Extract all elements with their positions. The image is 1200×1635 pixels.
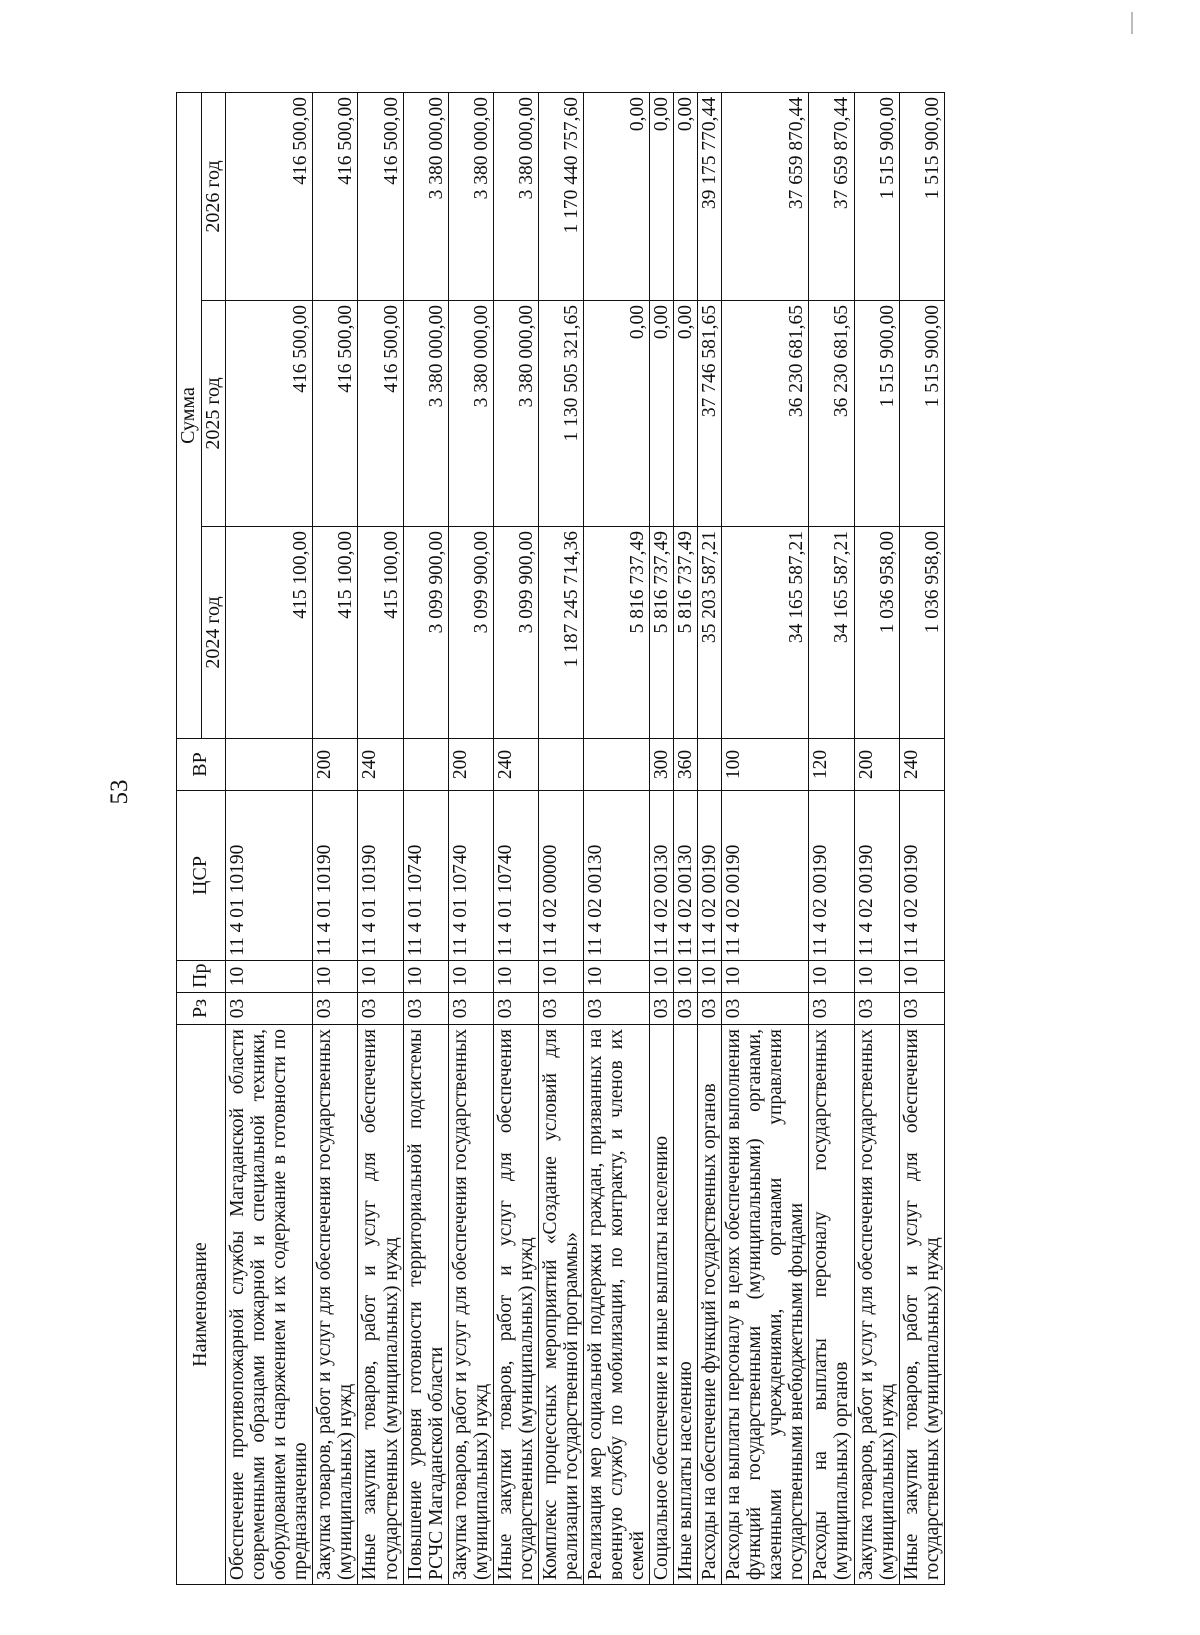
cell-y2026: 3 380 000,00 [493, 92, 538, 300]
cell-name: Закупка товаров, работ и услуг для обеспечения государственных (муниципальных) нужд [854, 1025, 899, 1585]
cell-csr: 11 4 02 00190 [854, 791, 899, 961]
cell-vr: 200 [313, 739, 358, 791]
cell-pr: 10 [538, 961, 583, 993]
cell-name: Иные закупки товаров, работ и услуг для обеспечения государственных (муниципальных) нужд [899, 1025, 944, 1585]
table-row [448, 92, 493, 1584]
cell-y2025: 3 380 000,00 [448, 301, 493, 527]
header-pr: Пр [177, 961, 226, 993]
cell-y2026: 416 500,00 [226, 92, 313, 300]
cell-y2026: 1 170 440 757,60 [538, 92, 583, 300]
cell-pr: 10 [313, 961, 358, 993]
cell-rz: 03 [313, 993, 358, 1025]
cell-pr: 10 [226, 961, 313, 993]
header-sum: Сумма [177, 92, 202, 738]
cell-csr: 11 4 01 10740 [448, 791, 493, 961]
budget-table-frame [176, 93, 1081, 1585]
cell-y2025: 3 380 000,00 [403, 301, 448, 527]
cell-y2025: 1 515 900,00 [854, 301, 899, 527]
cell-csr: 11 4 02 00130 [650, 791, 674, 961]
cell-name: Закупка товаров, работ и услуг для обеспечения государственных (муниципальных) нужд [313, 1025, 358, 1585]
cell-pr: 10 [854, 961, 899, 993]
cell-pr: 10 [358, 961, 403, 993]
cell-y2025: 37 746 581,65 [698, 301, 722, 527]
table-row [583, 92, 649, 1584]
cell-vr [698, 739, 722, 791]
table-row [809, 92, 854, 1584]
cell-rz: 03 [899, 993, 944, 1025]
cell-y2026: 3 380 000,00 [448, 92, 493, 300]
cell-y2024: 5 816 737,49 [583, 527, 649, 739]
cell-y2025: 416 500,00 [226, 301, 313, 527]
cell-y2025: 0,00 [650, 301, 674, 527]
cell-y2026: 416 500,00 [358, 92, 403, 300]
cell-y2025: 416 500,00 [313, 301, 358, 527]
scan-mark [1131, 12, 1133, 34]
cell-name: Комплекс процессных мероприятий «Создание условий для реализации государственной программы» [538, 1025, 583, 1585]
cell-rz: 03 [674, 993, 698, 1025]
cell-pr: 10 [403, 961, 448, 993]
cell-csr: 11 4 02 00190 [899, 791, 944, 961]
cell-y2025: 0,00 [674, 301, 698, 527]
cell-csr: 11 4 01 10740 [493, 791, 538, 961]
cell-y2026: 37 659 870,44 [809, 92, 854, 300]
cell-rz: 03 [493, 993, 538, 1025]
cell-csr: 11 4 01 10190 [226, 791, 313, 961]
header-vr: ВР [177, 739, 226, 791]
cell-rz: 03 [226, 993, 313, 1025]
cell-y2024: 1 036 958,00 [854, 527, 899, 739]
cell-rz: 03 [650, 993, 674, 1025]
cell-pr: 10 [722, 961, 809, 993]
cell-y2024: 5 816 737,49 [674, 527, 698, 739]
cell-y2026: 1 515 900,00 [854, 92, 899, 300]
cell-pr: 10 [899, 961, 944, 993]
cell-rz: 03 [538, 993, 583, 1025]
cell-y2024: 3 099 900,00 [493, 527, 538, 739]
cell-vr [226, 739, 313, 791]
cell-csr: 11 4 02 00130 [583, 791, 649, 961]
table-row [403, 92, 448, 1584]
table-row [493, 92, 538, 1584]
cell-rz: 03 [698, 993, 722, 1025]
header-2025: 2025 год [201, 301, 226, 527]
cell-csr: 11 4 02 00190 [809, 791, 854, 961]
cell-vr: 240 [493, 739, 538, 791]
table-body [226, 92, 945, 1584]
cell-name: Повышение уровня готовности территориальной подсистемы РСЧС Магаданской области [403, 1025, 448, 1585]
header-row-1 [177, 92, 202, 1584]
table-row [226, 92, 313, 1584]
cell-y2024: 34 165 587,21 [722, 527, 809, 739]
cell-vr: 240 [358, 739, 403, 791]
cell-y2026: 3 380 000,00 [403, 92, 448, 300]
header-2024: 2024 год [201, 527, 226, 739]
cell-rz: 03 [583, 993, 649, 1025]
header-name: Наименование [177, 1025, 226, 1585]
cell-rz: 03 [854, 993, 899, 1025]
cell-y2025: 0,00 [583, 301, 649, 527]
cell-pr: 10 [583, 961, 649, 993]
cell-name: Социальное обеспечение и иные выплаты населению [650, 1025, 674, 1585]
cell-pr: 10 [809, 961, 854, 993]
cell-y2026: 39 175 770,44 [698, 92, 722, 300]
table-row [899, 92, 944, 1584]
cell-y2025: 36 230 681,65 [722, 301, 809, 527]
cell-csr: 11 4 02 00190 [698, 791, 722, 961]
table-row [538, 92, 583, 1584]
cell-vr: 300 [650, 739, 674, 791]
cell-y2024: 415 100,00 [313, 527, 358, 739]
cell-pr: 10 [448, 961, 493, 993]
cell-y2024: 415 100,00 [358, 527, 403, 739]
cell-rz: 03 [358, 993, 403, 1025]
cell-vr: 240 [899, 739, 944, 791]
budget-table [176, 92, 945, 1585]
cell-vr: 200 [854, 739, 899, 791]
table-row [854, 92, 899, 1584]
table-row [674, 92, 698, 1584]
cell-y2026: 0,00 [650, 92, 674, 300]
header-csr: ЦСР [177, 791, 226, 961]
cell-name: Расходы на обеспечение функций государственных органов [698, 1025, 722, 1585]
cell-name: Иные выплаты населению [674, 1025, 698, 1585]
cell-y2026: 416 500,00 [313, 92, 358, 300]
cell-y2024: 3 099 900,00 [448, 527, 493, 739]
table-row [698, 92, 722, 1584]
cell-vr: 120 [809, 739, 854, 791]
cell-y2026: 37 659 870,44 [722, 92, 809, 300]
cell-vr [538, 739, 583, 791]
cell-y2025: 416 500,00 [358, 301, 403, 527]
cell-rz: 03 [448, 993, 493, 1025]
cell-name: Иные закупки товаров, работ и услуг для обеспечения государственных (муниципальных) нужд [493, 1025, 538, 1585]
cell-csr: 11 4 01 10190 [313, 791, 358, 961]
cell-pr: 10 [674, 961, 698, 993]
cell-vr: 100 [722, 739, 809, 791]
cell-csr: 11 4 02 00130 [674, 791, 698, 961]
cell-name: Расходы на выплаты персоналу государственных (муниципальных) органов [809, 1025, 854, 1585]
cell-y2024: 3 099 900,00 [403, 527, 448, 739]
cell-pr: 10 [650, 961, 674, 993]
cell-vr [403, 739, 448, 791]
cell-y2026: 0,00 [583, 92, 649, 300]
table-row [722, 92, 809, 1584]
cell-y2025: 1 130 505 321,65 [538, 301, 583, 527]
cell-pr: 10 [493, 961, 538, 993]
cell-y2026: 1 515 900,00 [899, 92, 944, 300]
header-rz: Рз [177, 993, 226, 1025]
cell-name: Закупка товаров, работ и услуг для обеспечения государственных (муниципальных) нужд [448, 1025, 493, 1585]
cell-rz: 03 [722, 993, 809, 1025]
cell-vr: 360 [674, 739, 698, 791]
cell-name: Реализация мер социальной поддержки граждан, призванных на военную службу по мобилизации, по контракту, и членов их семей [583, 1025, 649, 1585]
cell-y2024: 415 100,00 [226, 527, 313, 739]
cell-y2026: 0,00 [674, 92, 698, 300]
cell-name: Расходы на выплаты персоналу в целях обеспечения выполнения функций государственными (муниципальными) органами, казенными учреждениями, органами управления государственными внебюджетными фондами [722, 1025, 809, 1585]
cell-vr: 200 [448, 739, 493, 791]
table-row [358, 92, 403, 1584]
cell-vr [583, 739, 649, 791]
cell-y2025: 1 515 900,00 [899, 301, 944, 527]
cell-csr: 11 4 01 10190 [358, 791, 403, 961]
table-row [313, 92, 358, 1584]
cell-y2024: 35 203 587,21 [698, 527, 722, 739]
cell-rz: 03 [809, 993, 854, 1025]
cell-csr: 11 4 02 00190 [722, 791, 809, 961]
cell-name: Иные закупки товаров, работ и услуг для обеспечения государственных (муниципальных) нужд [358, 1025, 403, 1585]
header-2026: 2026 год [201, 92, 226, 300]
page-number: 53 [106, 779, 133, 805]
table-row [650, 92, 674, 1584]
cell-y2025: 36 230 681,65 [809, 301, 854, 527]
cell-y2024: 1 036 958,00 [899, 527, 944, 739]
cell-pr: 10 [698, 961, 722, 993]
cell-name: Обеспечение противопожарной службы Магаданской области современными образцами пожарной и специальной техники, оборудованием и снаряжением и их содержание в готовности по предназначению [226, 1025, 313, 1585]
cell-y2024: 1 187 245 714,36 [538, 527, 583, 739]
cell-csr: 11 4 02 00000 [538, 791, 583, 961]
cell-rz: 03 [403, 993, 448, 1025]
cell-y2024: 34 165 587,21 [809, 527, 854, 739]
cell-y2024: 5 816 737,49 [650, 527, 674, 739]
cell-csr: 11 4 01 10740 [403, 791, 448, 961]
cell-y2025: 3 380 000,00 [493, 301, 538, 527]
